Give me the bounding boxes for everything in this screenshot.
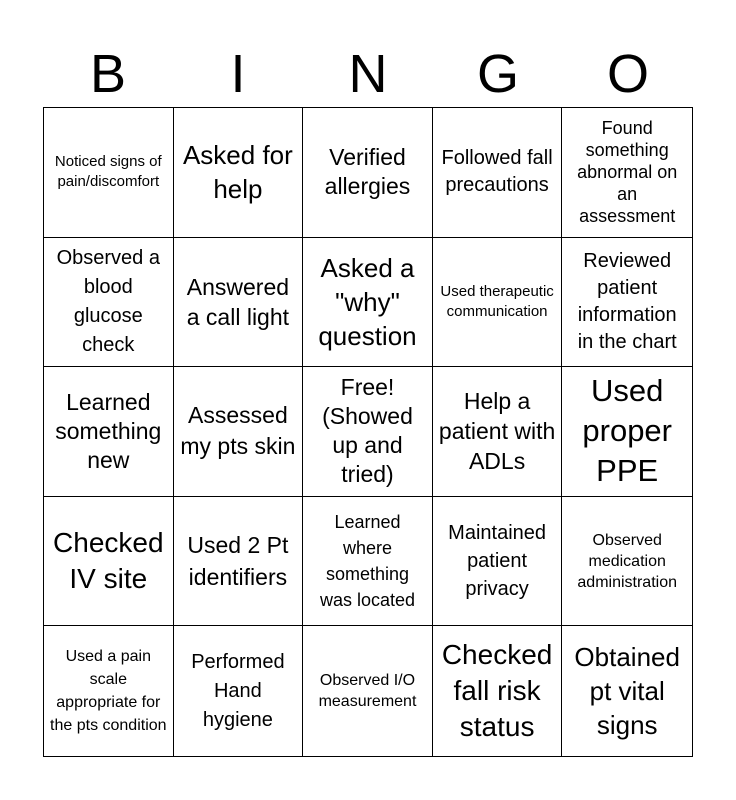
- bingo-cell-text: Used therapeutic communication: [440, 282, 554, 320]
- bingo-cell-text: Noticed signs of pain/discomfort: [54, 153, 162, 191]
- bingo-header: [43, 40, 693, 108]
- bingo-cell[interactable]: [562, 367, 692, 497]
- bingo-cell[interactable]: [562, 497, 692, 627]
- bingo-cell-text: Observed medication administration: [577, 531, 677, 591]
- header-letter-g: G: [476, 44, 519, 104]
- bingo-cell[interactable]: [44, 626, 174, 756]
- bingo-cell[interactable]: [174, 626, 304, 756]
- bingo-cell-text: Observed a blood glucose check: [56, 246, 160, 356]
- bingo-cell-text: Free! (Showed up and tried): [322, 374, 413, 488]
- bingo-cell[interactable]: [44, 367, 174, 497]
- bingo-cell-text: Asked for help: [182, 140, 293, 205]
- bingo-cell-text: Learned where something was located: [319, 512, 416, 611]
- header-letter-b: B: [89, 44, 127, 104]
- bingo-card: [43, 107, 693, 757]
- bingo-cell[interactable]: [44, 238, 174, 368]
- bingo-cell[interactable]: [562, 108, 692, 238]
- bingo-cell[interactable]: [433, 238, 563, 368]
- bingo-cell-text: Found something abnormal on an assessment: [577, 118, 678, 227]
- bingo-cell-text: Answered a call light: [186, 273, 290, 330]
- bingo-cell-text: Checked IV site: [53, 527, 164, 595]
- bingo-cell[interactable]: [174, 238, 304, 368]
- bingo-cell[interactable]: [433, 367, 563, 497]
- bingo-cell-text: Observed I/O measurement: [318, 672, 417, 711]
- bingo-cell[interactable]: [303, 497, 433, 627]
- bingo-cell[interactable]: [433, 108, 563, 238]
- bingo-cell-text: Used proper PPE: [582, 373, 672, 489]
- bingo-cell[interactable]: [303, 626, 433, 756]
- bingo-cell[interactable]: [174, 497, 304, 627]
- bingo-cell-text: Checked fall risk status: [441, 639, 553, 743]
- bingo-cell-text: Maintained patient privacy: [448, 522, 547, 601]
- bingo-cell-text: Asked a "why" question: [318, 252, 417, 351]
- header-letter-i: I: [230, 44, 246, 104]
- bingo-cell-text: Learned something new: [55, 388, 162, 473]
- header-letter-o: O: [606, 44, 649, 104]
- bingo-cell[interactable]: [44, 108, 174, 238]
- bingo-cell-text: Used 2 Pt identifiers: [187, 532, 289, 591]
- bingo-cell[interactable]: [174, 367, 304, 497]
- bingo-cell-text: Reviewed patient information in the chart: [577, 249, 677, 353]
- bingo-cell-text: Obtained pt vital signs: [574, 642, 680, 741]
- bingo-cell[interactable]: [303, 367, 433, 497]
- bingo-cell-text: Used a pain scale appropriate for the pts condition: [50, 648, 167, 735]
- bingo-cell-text: Help a patient with ADLs: [438, 388, 556, 475]
- bingo-cell[interactable]: [433, 497, 563, 627]
- bingo-cell-text: Assessed my pts skin: [180, 402, 296, 460]
- bingo-cell-text: Verified allergies: [324, 144, 411, 200]
- header-letter-n: N: [348, 44, 388, 104]
- bingo-cell[interactable]: [562, 238, 692, 368]
- bingo-cell[interactable]: [562, 626, 692, 756]
- bingo-cell[interactable]: [433, 626, 563, 756]
- bingo-cell[interactable]: [303, 238, 433, 368]
- bingo-cell[interactable]: [303, 108, 433, 238]
- bingo-cell-text: Followed fall precautions: [441, 147, 553, 197]
- bingo-cell[interactable]: [174, 108, 304, 238]
- bingo-cell[interactable]: [44, 497, 174, 627]
- bingo-cell-text: Performed Hand hygiene: [191, 650, 285, 731]
